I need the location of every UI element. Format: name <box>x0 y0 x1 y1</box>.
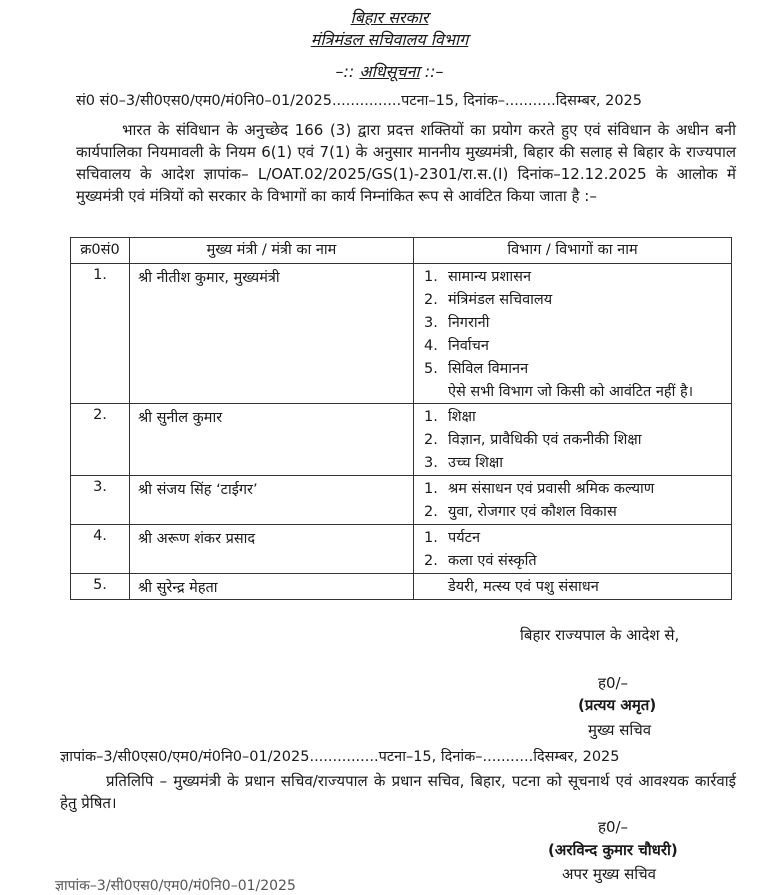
department-name: सामान्य प्रशासन <box>448 269 531 285</box>
department-name: उच्च शिक्षा <box>448 455 503 471</box>
minister-name: श्री सुनील कुमार <box>130 404 414 476</box>
department-item <box>424 429 731 452</box>
reference-line: सं0 सं0–3/सी0एस0/एम0/मं0नि0–01/2025...............पटना–15, दिनांक–...........दिसम्बर, 2025 <box>76 93 642 109</box>
cut-off-reference-line: ज्ञापांक–3/सी0एस0/एम0/मं0नि0–01/2025 <box>55 878 296 894</box>
notification-suffix: ::– <box>419 62 444 81</box>
signatory-2-designation: अपर मुख्य सचिव <box>562 865 656 883</box>
department-item <box>424 478 731 501</box>
table-header-row <box>71 238 732 264</box>
department-item <box>424 335 731 358</box>
department-name: निर्वाचन <box>448 338 489 354</box>
department-number: 3. <box>424 315 438 331</box>
department-number: 1. <box>424 481 438 497</box>
department-number: 2. <box>424 292 438 308</box>
signature-2: ह0/– <box>598 818 629 836</box>
unallocated-departments-note: ऐसे सभी विभाग जो किसी को आवंटित नहीं है। <box>448 384 694 400</box>
department-name: विज्ञान, प्रावैधिकी एवं तकनीकी शिक्षा <box>448 432 642 448</box>
governor-order-line: बिहार राज्यपाल के आदेश से, <box>520 626 680 644</box>
department-number: 1. <box>424 409 438 425</box>
minister-name: श्री नीतीश कुमार, मुख्यमंत्री <box>130 264 414 404</box>
department-name: डेयरी, मत्स्य एवं पशु संसाधन <box>448 579 599 595</box>
row-serial: 5. <box>71 574 130 600</box>
intro-paragraph-text: भारत के संविधान के अनुच्छेद 166 (3) द्वारा प्रदत्त शक्तियों का प्रयोग करते हुए एवं संविधान के अधीन बनी कार्यपालिका नियमावली के नियम 6(1) एवं 7(1) के अनुसार माननीय मुख्यमंत्री, बिहार की सलाह से बिहार के राज्यपाल सचिवालय के आदेश ज्ञापांक– L/OAT.02/2025/GS(1)-2301/रा.स.(I) दिनांक–12.12.2025 के आलोक में मुख्यमंत्री एवं मंत्रियों को सरकार के विभागों का कार्य निम्नांकित रूप से आवंटित किया जाता है :– <box>76 121 736 205</box>
intro-paragraph <box>76 119 736 207</box>
department-name: कला एवं संस्कृति <box>448 553 537 569</box>
department-list <box>414 574 732 600</box>
notification-title: अधिसूचना <box>359 62 420 81</box>
row-serial: 1. <box>71 264 130 404</box>
department-name: शिक्षा <box>448 409 476 425</box>
signature-1: ह0/– <box>598 674 629 692</box>
department-name: सिविल विमानन <box>448 361 529 377</box>
minister-name: श्री संजय सिंह ‘टाईगर’ <box>130 476 414 525</box>
row-serial: 3. <box>71 476 130 525</box>
department-name: पर्यटन <box>448 530 481 546</box>
department-number: 2. <box>424 553 438 569</box>
department-number: 4. <box>424 338 438 354</box>
department-list <box>414 404 732 476</box>
memo-reference-line: ज्ञापांक–3/सी0एस0/एम0/मं0नि0–01/2025...............पटना–15, दिनांक–...........दिसम्बर, 2025 <box>60 749 620 765</box>
department-name: निगरानी <box>448 315 490 331</box>
department-item <box>424 312 731 335</box>
table-row <box>71 476 732 525</box>
copy-paragraph-text: प्रतिलिपि – मुख्यमंत्री के प्रधान सचिव/राज्यपाल के प्रधान सचिव, बिहार, पटना को सूचनार्थ एवं आवश्यक कार्रवाई हेतु प्रेषित। <box>60 772 736 812</box>
department-item <box>424 289 731 312</box>
department-item <box>424 452 731 475</box>
table-row <box>71 404 732 476</box>
table-row <box>71 574 732 600</box>
minister-name: श्री सुरेन्द्र मेहता <box>130 574 414 600</box>
notification-heading <box>0 60 779 82</box>
department-name: मंत्रिमंडल सचिवालय <box>448 292 553 308</box>
department-item <box>424 358 731 381</box>
department-name: श्रम संसाधन एवं प्रवासी श्रमिक कल्याण <box>448 481 655 497</box>
copy-paragraph <box>60 770 736 814</box>
header-serial: क्र0सं0 <box>71 238 130 264</box>
row-serial: 4. <box>71 525 130 574</box>
department-item <box>424 550 731 573</box>
department-number: 2. <box>424 432 438 448</box>
department-item <box>424 501 731 524</box>
department-title: मंत्रिमंडल सचिवालय विभाग <box>310 30 469 49</box>
minister-name: श्री अरूण शंकर प्रसाद <box>130 525 414 574</box>
header-minister-name: मुख्य मंत्री / मंत्री का नाम <box>130 238 414 264</box>
department-number: 5. <box>424 361 438 377</box>
department-number: 1. <box>424 269 438 285</box>
table-row <box>71 264 732 404</box>
department-list <box>414 264 732 404</box>
header-departments: विभाग / विभागों का नाम <box>414 238 732 264</box>
allocation-table <box>70 237 732 600</box>
department-item <box>424 406 731 429</box>
notification-prefix: –:: <box>335 62 360 81</box>
department-item <box>424 527 731 550</box>
table-row <box>71 525 732 574</box>
department-number: 2. <box>424 504 438 520</box>
department-item <box>424 266 731 289</box>
department-name: युवा, रोजगार एवं कौशल विकास <box>448 504 617 520</box>
department-number: 1. <box>424 530 438 546</box>
department-number: 3. <box>424 455 438 471</box>
government-title: बिहार सरकार <box>350 8 429 27</box>
row-serial: 2. <box>71 404 130 476</box>
signatory-2-name: (अरविन्द कुमार चौधरी) <box>548 841 678 859</box>
department-item <box>424 576 731 599</box>
signatory-1-designation: मुख्य सचिव <box>588 721 652 739</box>
department-list <box>414 476 732 525</box>
department-list <box>414 525 732 574</box>
signatory-1-name: (प्रत्यय अमृत) <box>578 696 657 714</box>
